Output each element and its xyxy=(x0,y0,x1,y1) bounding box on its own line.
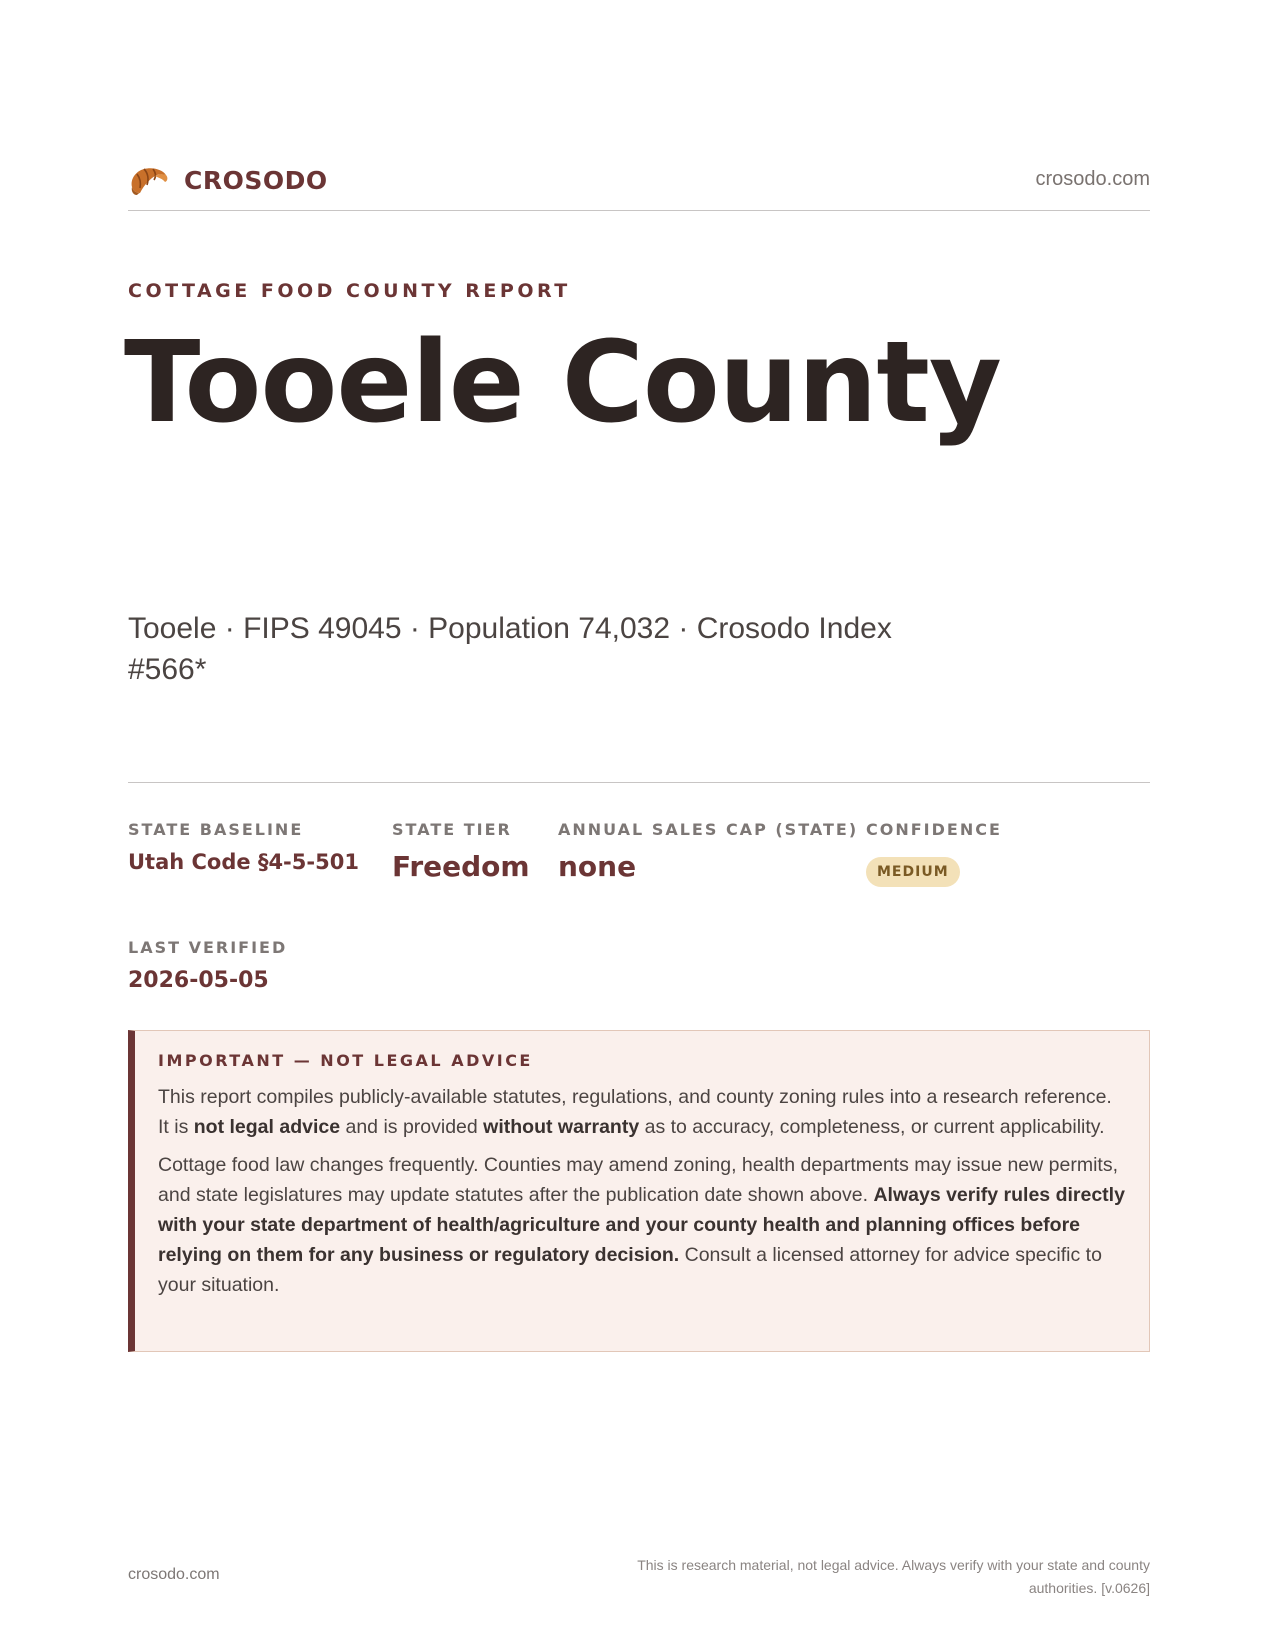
report-eyebrow: COTTAGE FOOD COUNTY REPORT xyxy=(128,280,571,302)
notice-paragraph-1: This report compiles publicly-available statutes, regulations, and county zoning rules into a research reference. It is not legal advice and is provided without warranty as to accuracy, completeness, or current applicability. xyxy=(158,1086,1112,1138)
page-title: Tooele County xyxy=(124,318,1001,448)
state-baseline-value: Utah Code §4-5-501 xyxy=(128,850,359,874)
croissant-icon xyxy=(128,161,170,199)
footer-disclaimer: This is research material, not legal advice. Always verify with your state and county authorities. [v.0626] xyxy=(637,1557,1150,1596)
sales-cap-value: none xyxy=(558,850,637,883)
last-verified-value: 2026-05-05 xyxy=(128,968,269,993)
legal-notice xyxy=(128,1030,1150,1352)
state-tier-value: Freedom xyxy=(392,850,530,883)
county-summary: Tooele · FIPS 49045 · Population 74,032 · Crosodo Index #566* xyxy=(128,612,892,686)
confidence-badge: MEDIUM xyxy=(866,857,960,887)
confidence-label: CONFIDENCE xyxy=(866,820,1002,839)
section-divider xyxy=(128,782,1150,783)
last-verified-label: LAST VERIFIED xyxy=(128,938,288,957)
notice-paragraph-2: Cottage food law changes frequently. Counties may amend zoning, health departments may issue new permits, and state legislatures may update statutes after the publication date shown above. Always verify rules directly with your state department of health/agriculture and your county health and planning offices before relying on them for any business or regulatory decision. Consult a licensed attorney for advice specific to your situation. xyxy=(158,1154,1125,1296)
page-header xyxy=(128,160,1150,211)
brand-name: CROSODO xyxy=(184,165,328,195)
state-baseline-label: STATE BASELINE xyxy=(128,820,304,839)
notice-heading: IMPORTANT — NOT LEGAL ADVICE xyxy=(158,1051,533,1070)
footer-site-link[interactable]: crosodo.com xyxy=(128,1566,220,1583)
state-tier-label: STATE TIER xyxy=(392,820,512,839)
brand-logo xyxy=(128,161,328,199)
header-site-link[interactable]: crosodo.com xyxy=(1035,168,1150,190)
sales-cap-label: ANNUAL SALES CAP (STATE) xyxy=(558,820,859,839)
